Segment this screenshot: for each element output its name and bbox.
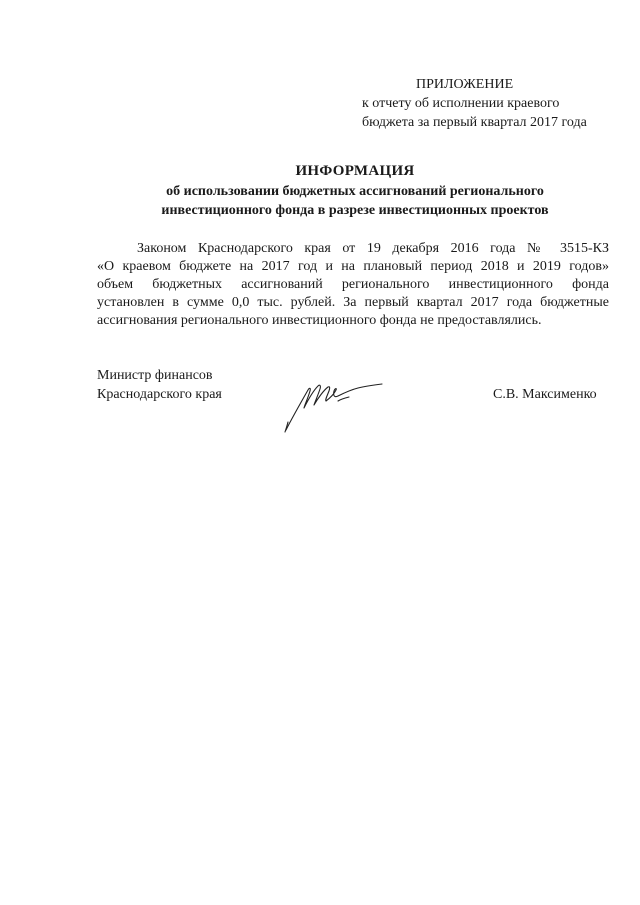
body-line-1: Законом Краснодарского края от 19 декабря 2016 года № 3515-КЗ (137, 241, 609, 256)
handwritten-signature (278, 372, 388, 434)
signatory-name: С.В. Максименко (493, 387, 597, 402)
document-subtitle-line-2: инвестиционного фонда в разрезе инвестиционных проектов (161, 203, 549, 218)
body-line-2: «О краевом бюджете на 2017 год и на плановый период 2018 и 2019 годов» (97, 259, 609, 274)
body-line-3: объем бюджетных ассигнований регионального инвестиционного фонда (97, 277, 609, 292)
document-heading (90, 160, 620, 220)
appendix-header (362, 75, 612, 132)
signatory-position-line-2: Краснодарского края (97, 387, 222, 402)
body-line-5: ассигнования регионального инвестиционного фонда не предоставлялись. (97, 313, 542, 328)
body-paragraph (97, 240, 609, 330)
signatory-position-line-1: Министр финансов (97, 368, 213, 383)
appendix-line-2: бюджета за первый квартал 2017 года (362, 115, 587, 130)
document-subtitle-line-1: об использовании бюджетных ассигнований регионального (166, 184, 544, 199)
appendix-title: ПРИЛОЖЕНИЕ (416, 77, 514, 92)
document-title: ИНФОРМАЦИЯ (295, 163, 415, 179)
appendix-line-1: к отчету об исполнении краевого (362, 96, 560, 111)
body-line-4: установлен в сумме 0,0 тыс. рублей. За первый квартал 2017 года бюджетные (97, 295, 609, 310)
